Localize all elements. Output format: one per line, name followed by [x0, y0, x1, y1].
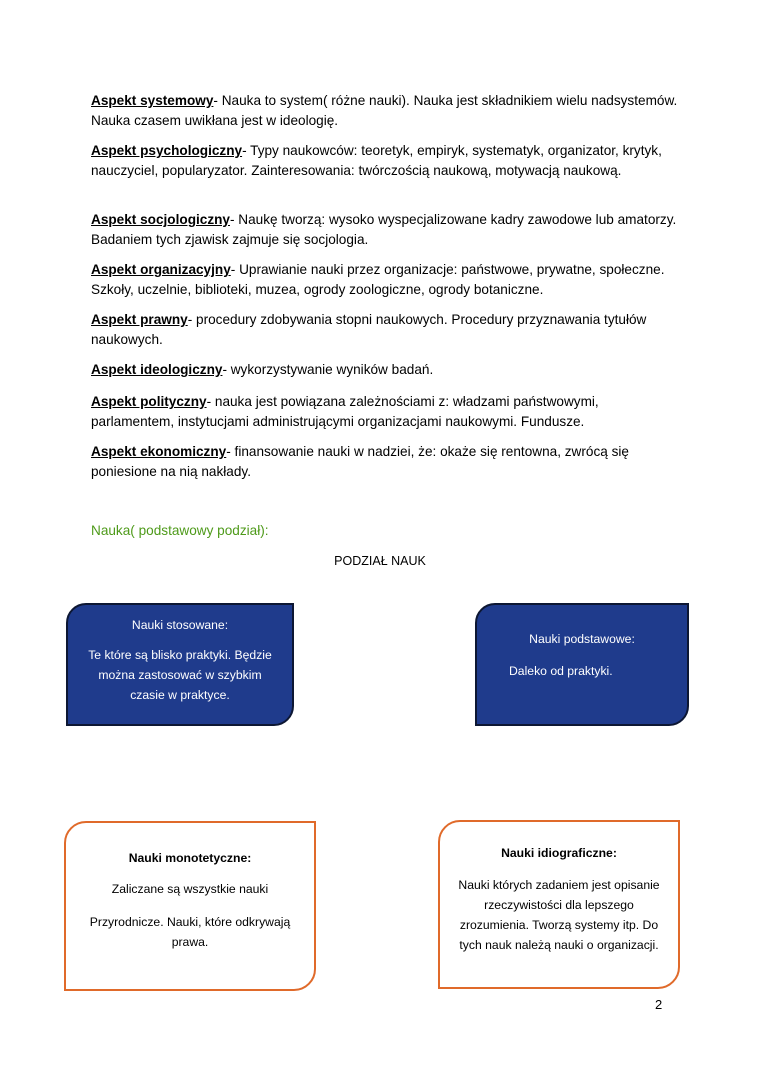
- box-text-line: można zastosować w szybkim: [98, 668, 262, 682]
- box-text-line: Przyrodnicze. Nauki, które odkrywają: [89, 915, 291, 929]
- box-text-line: Daleko od praktyki.: [509, 664, 613, 678]
- aspect-ideologiczny: [91, 360, 681, 380]
- aspect-term: Aspekt organizacyjny: [91, 262, 231, 277]
- aspect-text: - finansowanie nauki w nadziei, że: okaże się rentowna, zwrócą się poniesione na nią nakłady.: [91, 444, 629, 479]
- aspect-term: Aspekt psychologiczny: [91, 143, 243, 158]
- box-text-line: rzeczywistości dla lepszego: [484, 898, 634, 912]
- box-text-line: prawa.: [171, 935, 209, 949]
- aspect-organizacyjny: [91, 260, 681, 299]
- aspect-systemowy: [91, 91, 681, 130]
- applied-sciences-box: [66, 603, 294, 726]
- monothetic-sciences-box: [64, 821, 316, 991]
- page-number: 2: [655, 997, 663, 1012]
- aspect-polityczny: [91, 392, 681, 431]
- aspect-psychologiczny: [91, 141, 681, 180]
- box-text-line: Nauki których zadaniem jest opisanie: [458, 878, 660, 892]
- box-text-line: Zaliczane są wszystkie nauki: [111, 882, 269, 896]
- idiographic-sciences-box: [438, 820, 680, 989]
- aspect-text: - Naukę tworzą: wysoko wyspecjalizowane kadry zawodowe lub amatorzy. Badaniem tych zjawisk zajmuje się socjologia.: [91, 212, 677, 247]
- aspect-prawny: [91, 310, 681, 349]
- box-title: Nauki stosowane:: [131, 618, 229, 632]
- aspect-term: Aspekt ideologiczny: [91, 362, 223, 377]
- aspect-text: - Typy naukowców: teoretyk, empiryk, systematyk, organizator, krytyk, nauczyciel, popularyzator. Zainteresowania: twórczością naukową, motywacją naukową.: [91, 143, 662, 178]
- aspect-text: - wykorzystywanie wyników badań.: [222, 362, 434, 377]
- aspect-term: Aspekt ekonomiczny: [91, 444, 227, 459]
- box-text-line: zrozumienia. Tworzą systemy itp. Do: [459, 918, 659, 932]
- section-heading: Nauka( podstawowy podział):: [91, 523, 269, 538]
- diagram-title: PODZIAŁ NAUK: [334, 554, 426, 568]
- aspect-term: Aspekt polityczny: [91, 394, 207, 409]
- aspect-text: - nauka jest powiązana zależnościami z: władzami państwowymi, parlamentem, instytucjami administrującymi organizacjami naukowymi. Fundusze.: [91, 394, 599, 429]
- aspect-socjologiczny: [91, 210, 681, 249]
- box-text-line: tych nauk należą nauki o organizacji.: [459, 938, 659, 952]
- aspect-term: Aspekt systemowy: [91, 93, 214, 108]
- box-title: Nauki podstawowe:: [529, 632, 635, 646]
- basic-sciences-box: [475, 603, 689, 726]
- box-text-line: czasie w praktyce.: [130, 688, 230, 702]
- aspect-term: Aspekt socjologiczny: [91, 212, 230, 227]
- aspect-text: - procedury zdobywania stopni naukowych. Procedury przyznawania tytułów naukowych.: [91, 312, 647, 347]
- aspect-term: Aspekt prawny: [91, 312, 188, 327]
- box-title: Nauki monotetyczne:: [128, 851, 252, 865]
- box-title: Nauki idiograficzne:: [501, 846, 617, 860]
- aspect-ekonomiczny: [91, 442, 681, 481]
- box-text-line: Te które są blisko praktyki. Będzie: [88, 648, 272, 662]
- aspect-text: - Nauka to system( różne nauki). Nauka jest składnikiem wielu nadsystemów. Nauka czasem uwikłana jest w ideologię.: [91, 93, 678, 128]
- aspect-text: - Uprawianie nauki przez organizacje: państwowe, prywatne, społeczne. Szkoły, uczelnie, biblioteki, muzea, ogrody zoologiczne, ogrody botaniczne.: [91, 262, 665, 297]
